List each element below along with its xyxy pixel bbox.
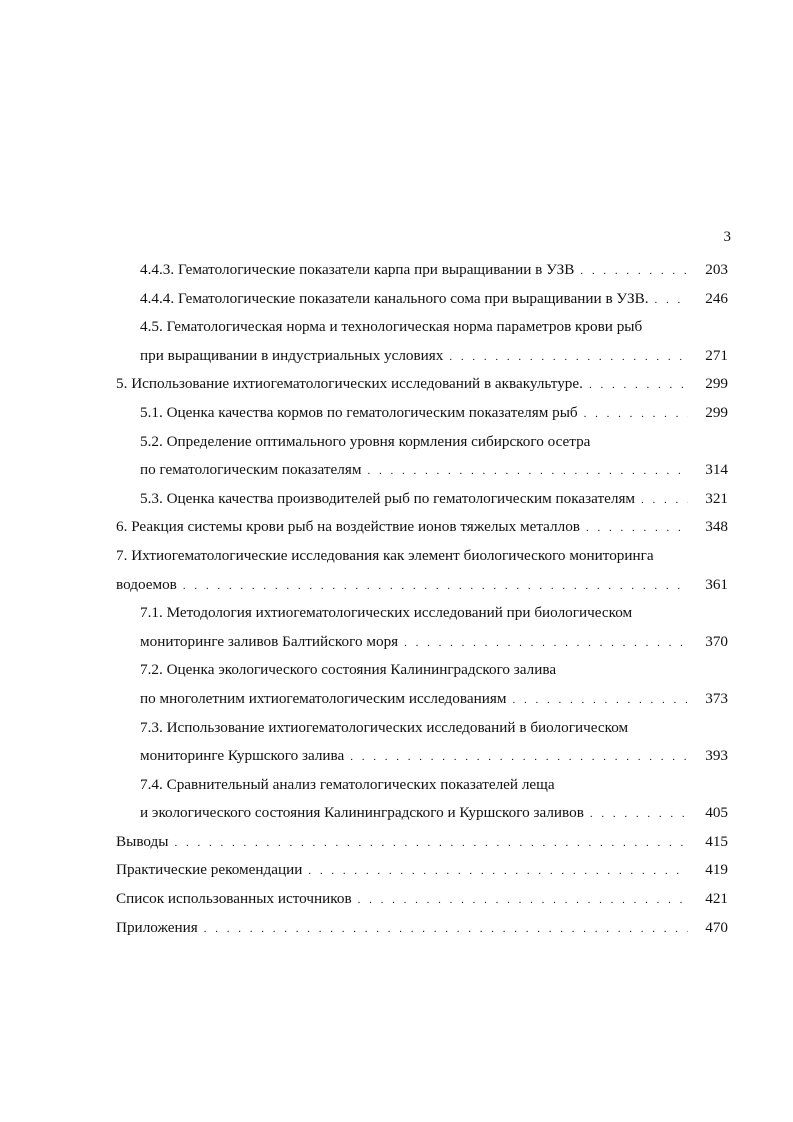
toc-entry-title: Приложения <box>116 918 198 936</box>
toc-entry-title: 4.5. Гематологическая норма и технологическая норма параметров крови рыб <box>140 318 643 336</box>
dot-leader <box>204 915 688 944</box>
toc-page-number: 361 <box>705 575 728 593</box>
toc-entry-line <box>116 370 728 399</box>
toc-entry-line <box>116 456 728 485</box>
toc-page-number: 370 <box>705 632 728 650</box>
toc-entry-line <box>116 914 728 943</box>
toc-page-number: 246 <box>705 289 728 307</box>
toc-entry-line <box>116 628 728 657</box>
toc-entry-title: Практические рекомендации <box>116 861 303 879</box>
toc-page-number: 415 <box>705 832 728 850</box>
toc-entry-line <box>116 771 728 800</box>
toc-page-number: 203 <box>705 261 728 278</box>
toc-entry-title: мониторинге заливов Балтийского моря <box>140 632 399 650</box>
toc-entry-line <box>116 342 728 371</box>
toc-entry-line <box>116 571 728 600</box>
toc-entry-line <box>116 599 728 628</box>
toc-entry-title: 5.2. Определение оптимального уровня кормления сибирского осетра <box>140 432 591 450</box>
toc-entry-title: при выращивании в индустриальных условиях <box>140 346 444 364</box>
toc-entry-title: водоемов <box>116 575 177 593</box>
dot-leader <box>586 514 688 543</box>
toc-page-number: 405 <box>705 804 728 822</box>
toc-entry-title: 7.4. Сравнительный анализ гематологических показателей леща <box>140 775 555 793</box>
toc-entry-line <box>116 256 728 285</box>
dot-leader <box>655 286 688 315</box>
toc-entry-line <box>116 856 728 885</box>
toc-page-number: 321 <box>705 489 728 507</box>
page-number: 3 <box>723 229 731 245</box>
toc-entry-line <box>116 313 728 342</box>
dot-leader <box>589 371 688 400</box>
toc-entry-title: 5.1. Оценка качества кормов по гематологическим показателям рыб <box>140 403 578 421</box>
toc-entry-title: 7.1. Методология ихтиогематологических исследований при биологическом <box>140 604 633 622</box>
toc-entry-title: и экологического состояния Калининградского и Куршского заливов <box>140 804 584 822</box>
toc-entry-line <box>116 885 728 914</box>
toc-entry-line <box>116 656 728 685</box>
toc-entry-title: по многолетним ихтиогематологическим исследованиям <box>140 689 507 707</box>
toc-entry-line <box>116 513 728 542</box>
toc-entry-line <box>116 285 728 314</box>
dot-leader <box>641 486 688 515</box>
dot-leader <box>449 343 688 372</box>
toc-entry-line <box>116 428 728 457</box>
toc-entry-line <box>116 799 728 828</box>
toc-page-number: 470 <box>705 918 728 936</box>
dot-leader <box>358 886 688 915</box>
toc-page-number: 348 <box>705 518 728 536</box>
toc-entry-title: по гематологическим показателям <box>140 461 362 479</box>
toc-entry-title: Список использованных источников <box>116 890 352 908</box>
toc-entry-title: 5.3. Оценка качества производителей рыб по гематологическим показателям <box>140 489 636 507</box>
toc-entry-line <box>116 714 728 743</box>
toc-entry-title: Выводы <box>116 832 169 850</box>
toc-entry-title: 4.4.3. Гематологические показатели карпа при выращивании в УЗВ <box>140 261 575 278</box>
dot-leader <box>584 400 688 429</box>
toc-entry-title: 7.3. Использование ихтиогематологических исследований в биологическом <box>140 718 629 736</box>
toc-page-number: 419 <box>705 861 728 879</box>
toc-entry-title: 7.2. Оценка экологического состояния Калининградского залива <box>140 661 557 679</box>
toc-entry-line <box>116 685 728 714</box>
toc-page-number: 314 <box>705 461 728 479</box>
toc-page-number: 373 <box>705 689 728 707</box>
toc-entry-title: 7. Ихтиогематологические исследования как элемент биологического мониторинга <box>116 546 654 564</box>
toc-page-number: 421 <box>705 890 728 908</box>
toc-entry-line <box>116 542 728 571</box>
dot-leader <box>175 829 689 858</box>
dot-leader <box>590 800 688 829</box>
toc-entry-line <box>116 485 728 514</box>
toc-entry-title: 6. Реакция системы крови рыб на воздействие ионов тяжелых металлов <box>116 518 580 536</box>
toc-page-number: 393 <box>705 747 728 765</box>
toc-entry-title: 5. Использование ихтиогематологических исследований в аквакультуре. <box>116 375 583 393</box>
toc-entry-line <box>116 828 728 857</box>
dot-leader <box>367 457 688 486</box>
toc-entry-title: 4.4.4. Гематологические показатели канального сома при выращивании в УЗВ. <box>140 289 649 307</box>
table-of-contents <box>116 256 728 942</box>
dot-leader <box>350 743 688 772</box>
dot-leader <box>308 857 688 886</box>
toc-page-number: 271 <box>705 346 728 364</box>
toc-entry-line <box>116 742 728 771</box>
dot-leader <box>512 686 688 715</box>
dot-leader <box>580 257 688 286</box>
dot-leader <box>183 572 688 601</box>
toc-entry-line <box>116 399 728 428</box>
toc-entry-title: мониторинге Куршского залива <box>140 747 345 765</box>
toc-page-number: 299 <box>705 375 728 393</box>
toc-page-number: 299 <box>705 403 728 421</box>
dot-leader <box>404 629 688 658</box>
